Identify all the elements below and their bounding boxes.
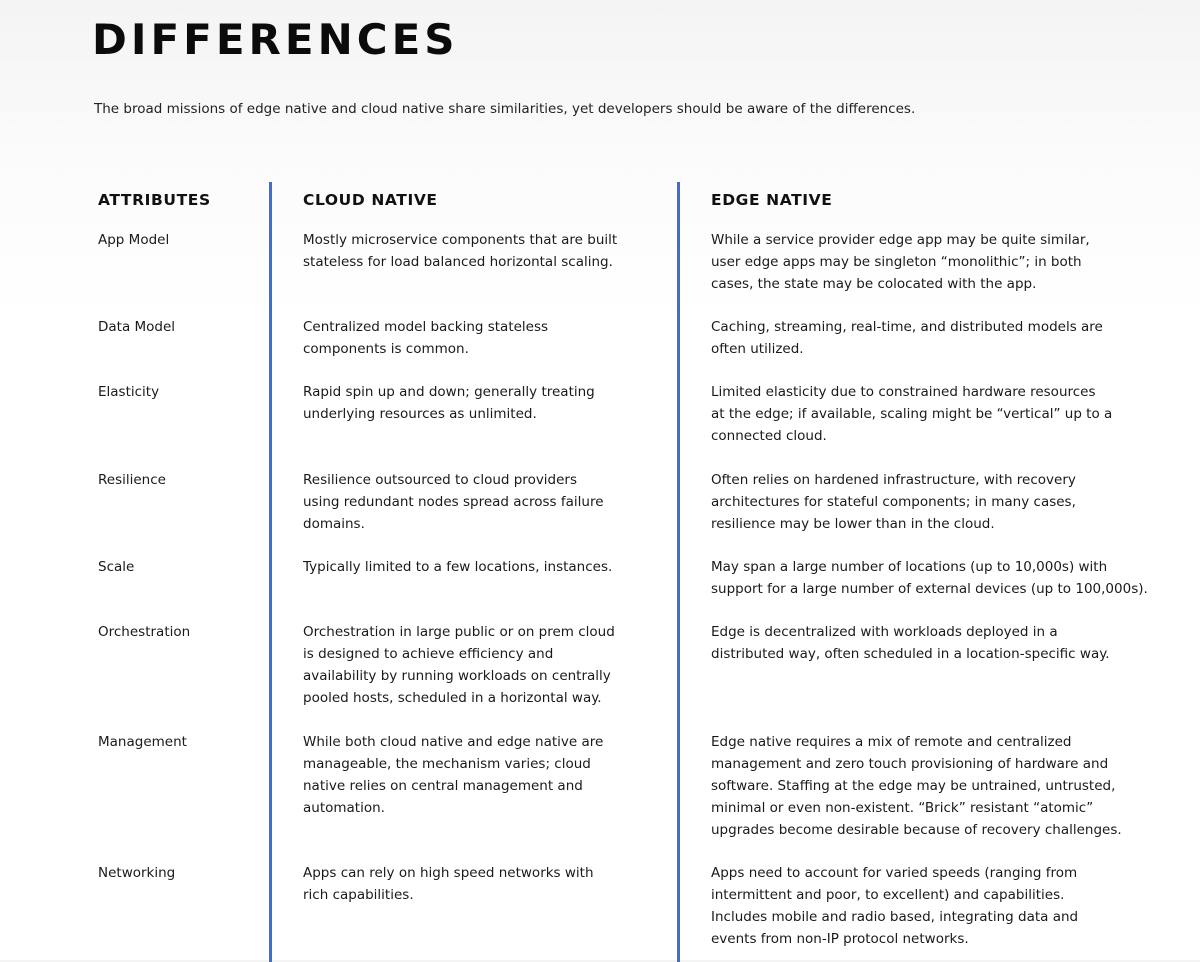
row-edge-native xyxy=(711,229,1151,295)
row-cloud-native xyxy=(303,316,615,360)
cell-line: Mostly microservice components that are built xyxy=(303,232,618,248)
page-subtitle: The broad missions of edge native and cloud native share similarities, yet developers should be aware of the differences. xyxy=(94,101,916,117)
cell-line: Limited elasticity due to constrained hardware resources xyxy=(711,384,1096,400)
column-divider-right xyxy=(677,182,680,962)
row-cloud-native xyxy=(303,621,615,709)
attribute-label: Elasticity xyxy=(98,384,160,400)
cell-line: Edge is decentralized with workloads deployed in a xyxy=(711,624,1058,640)
cell-line: user edge apps may be singleton “monolithic”; in both xyxy=(711,254,1082,270)
cell-line: availability by running workloads on centrally xyxy=(303,668,611,684)
cell-line: native relies on central management and xyxy=(303,778,583,794)
column-divider-left xyxy=(269,182,272,962)
cell-line: While a service provider edge app may be quite similar, xyxy=(711,232,1090,248)
row-attribute xyxy=(98,731,258,753)
attribute-label: Orchestration xyxy=(98,624,191,640)
row-attribute xyxy=(98,621,258,643)
cell-line: Apps can rely on high speed networks with xyxy=(303,865,594,881)
row-edge-native xyxy=(711,731,1151,841)
header-edge-native: EDGE NATIVE xyxy=(711,191,833,209)
cell-line: Orchestration in large public or on prem cloud xyxy=(303,624,615,640)
row-attribute xyxy=(98,316,258,338)
row-cloud-native xyxy=(303,381,615,425)
cell-line: intermittent and poor, to excellent) and capabilities. xyxy=(711,887,1065,903)
row-cloud-native xyxy=(303,862,615,906)
row-attribute xyxy=(98,381,258,403)
cell-line: stateless for load balanced horizontal scaling. xyxy=(303,254,613,270)
row-attribute xyxy=(98,469,258,491)
cell-line: often utilized. xyxy=(711,341,804,357)
cell-line: Often relies on hardened infrastructure, with recovery xyxy=(711,472,1076,488)
cell-line: Rapid spin up and down; generally treating xyxy=(303,384,595,400)
row-edge-native xyxy=(711,556,1151,600)
cell-line: using redundant nodes spread across failure xyxy=(303,494,604,510)
cell-line: at the edge; if available, scaling might be “vertical” up to a xyxy=(711,406,1113,422)
cell-line: domains. xyxy=(303,516,365,532)
row-cloud-native xyxy=(303,229,618,273)
cell-line: minimal or even non-existent. “Brick” resistant “atomic” xyxy=(711,800,1094,816)
cell-line: underlying resources as unlimited. xyxy=(303,406,537,422)
header-attributes: ATTRIBUTES xyxy=(98,191,211,209)
attribute-label: Data Model xyxy=(98,319,176,335)
row-attribute xyxy=(98,229,258,251)
cell-line: upgrades become desirable because of recovery challenges. xyxy=(711,822,1122,838)
cell-line: Apps need to account for varied speeds (ranging from xyxy=(711,865,1078,881)
row-edge-native xyxy=(711,469,1151,535)
attribute-label: Scale xyxy=(98,559,135,575)
row-attribute xyxy=(98,862,258,884)
row-edge-native xyxy=(711,862,1151,950)
row-edge-native xyxy=(711,381,1151,447)
cell-line: software. Staffing at the edge may be untrained, untrusted, xyxy=(711,778,1116,794)
cell-line: May span a large number of locations (up to 10,000s) with xyxy=(711,559,1108,575)
row-cloud-native xyxy=(303,556,615,578)
cell-line: Centralized model backing stateless xyxy=(303,319,549,335)
cell-line: Resilience outsourced to cloud providers xyxy=(303,472,578,488)
row-edge-native xyxy=(711,621,1151,665)
cell-line: Edge native requires a mix of remote and centralized xyxy=(711,734,1072,750)
cell-line: rich capabilities. xyxy=(303,887,414,903)
cell-line: components is common. xyxy=(303,341,469,357)
attribute-label: App Model xyxy=(98,232,170,248)
header-cloud-native: CLOUD NATIVE xyxy=(303,191,438,209)
cell-line: Caching, streaming, real-time, and distributed models are xyxy=(711,319,1103,335)
cell-line: Includes mobile and radio based, integrating data and xyxy=(711,909,1079,925)
attribute-label: Management xyxy=(98,734,187,750)
cell-line: events from non-IP protocol networks. xyxy=(711,931,969,947)
row-edge-native xyxy=(711,316,1151,360)
cell-line: is designed to achieve efficiency and xyxy=(303,646,554,662)
cell-line: support for a large number of external devices (up to 100,000s). xyxy=(711,581,1148,597)
cell-line: automation. xyxy=(303,800,385,816)
cell-line: While both cloud native and edge native are xyxy=(303,734,604,750)
row-attribute xyxy=(98,556,258,578)
page-title: DIFFERENCES xyxy=(92,15,459,64)
cell-line: manageable, the mechanism varies; cloud xyxy=(303,756,591,772)
row-cloud-native xyxy=(303,469,615,535)
row-cloud-native xyxy=(303,731,615,819)
cell-line: connected cloud. xyxy=(711,428,827,444)
cell-line: cases, the state may be colocated with the app. xyxy=(711,276,1037,292)
cell-line: architectures for stateful components; in many cases, xyxy=(711,494,1076,510)
attribute-label: Networking xyxy=(98,865,176,881)
cell-line: Typically limited to a few locations, instances. xyxy=(303,559,613,575)
cell-line: pooled hosts, scheduled in a horizontal way. xyxy=(303,690,602,706)
attribute-label: Resilience xyxy=(98,472,166,488)
cell-line: distributed way, often scheduled in a location-specific way. xyxy=(711,646,1110,662)
cell-line: management and zero touch provisioning of hardware and xyxy=(711,756,1109,772)
cell-line: resilience may be lower than in the cloud. xyxy=(711,516,995,532)
